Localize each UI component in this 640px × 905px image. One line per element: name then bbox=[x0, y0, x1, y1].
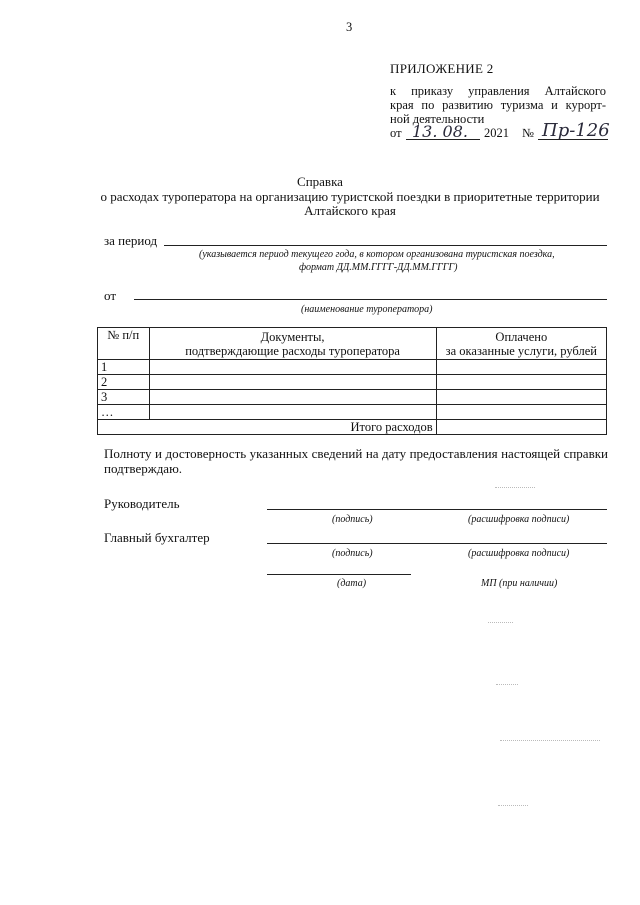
page-number: 3 bbox=[346, 20, 353, 34]
from-label: от bbox=[104, 288, 117, 303]
head-label: Руководитель bbox=[104, 496, 180, 511]
head-signature-line[interactable] bbox=[267, 509, 607, 510]
row-amount-cell[interactable] bbox=[436, 390, 606, 405]
total-amount-cell[interactable] bbox=[436, 420, 606, 435]
appendix-line-2: края по развитию туризма и курорт- bbox=[390, 98, 606, 112]
scan-artifact bbox=[495, 487, 535, 488]
date-hint: (дата) bbox=[337, 578, 367, 589]
row-document-cell[interactable] bbox=[149, 360, 436, 375]
col-header-number: № п/п bbox=[98, 328, 150, 360]
total-label: Итого расходов bbox=[98, 420, 437, 435]
scan-artifact bbox=[488, 622, 513, 623]
row-number: 3 bbox=[98, 390, 150, 405]
period-field-line[interactable] bbox=[164, 245, 607, 246]
table-row bbox=[98, 360, 607, 375]
row-number: 1 bbox=[98, 360, 150, 375]
table-row bbox=[98, 390, 607, 405]
order-year: 2021 bbox=[484, 126, 509, 140]
confirmation-text: Полноту и достоверность указанных сведений на дату предоставления настоящей справки подтверждаю. bbox=[104, 446, 608, 476]
scan-artifact bbox=[500, 740, 600, 741]
scan-artifact bbox=[496, 684, 518, 685]
handwritten-date: 13. 08. bbox=[412, 122, 468, 141]
appendix-date-row bbox=[390, 120, 612, 142]
row-amount-cell[interactable] bbox=[436, 360, 606, 375]
row-amount-cell[interactable] bbox=[436, 405, 606, 420]
table-total-row bbox=[98, 420, 607, 435]
row-amount-cell[interactable] bbox=[436, 375, 606, 390]
row-document-cell[interactable] bbox=[149, 390, 436, 405]
col-header-documents: Документы, подтверждающие расходы туроператора bbox=[149, 328, 436, 360]
appendix-line-3: ной деятельности bbox=[390, 112, 485, 126]
appendix-line-1: к приказу управления Алтайского bbox=[390, 84, 606, 98]
period-hint-1: (указывается период текущего года, в котором организована туристская поездка, bbox=[199, 249, 555, 260]
scan-artifact bbox=[498, 805, 528, 806]
accountant-signature-hint: (подпись) bbox=[332, 548, 373, 559]
document-subtitle-line-2: Алтайского края bbox=[304, 203, 396, 218]
head-signature-hint: (подпись) bbox=[332, 514, 373, 525]
accountant-label: Главный бухгалтер bbox=[104, 530, 210, 545]
row-document-cell[interactable] bbox=[149, 405, 436, 420]
date-prefix: от bbox=[390, 126, 402, 140]
table-row bbox=[98, 375, 607, 390]
col-header-paid: Оплачено за оказанные услуги, рублей bbox=[436, 328, 606, 360]
document-subtitle-line-1: о расходах туроператора на организацию туристской поездки в приоритетные территории bbox=[100, 189, 600, 204]
expenses-table bbox=[97, 327, 607, 435]
tour-operator-field-line[interactable] bbox=[134, 299, 607, 300]
document-title: Справка bbox=[297, 174, 343, 189]
row-number: 2 bbox=[98, 375, 150, 390]
period-hint-2: формат ДД.ММ.ГГГГ-ДД.ММ.ГГГГ) bbox=[299, 262, 458, 273]
row-document-cell[interactable] bbox=[149, 375, 436, 390]
number-sign: № bbox=[522, 126, 534, 140]
accountant-signature-line[interactable] bbox=[267, 543, 607, 544]
date-line[interactable] bbox=[267, 574, 411, 575]
accountant-decode-hint: (расшифровка подписи) bbox=[468, 548, 570, 559]
appendix-title: ПРИЛОЖЕНИЕ 2 bbox=[390, 61, 494, 76]
handwritten-number: Пр-126 bbox=[542, 120, 610, 141]
row-number: … bbox=[98, 405, 150, 420]
stamp-hint: МП (при наличии) bbox=[481, 578, 558, 589]
period-label: за период bbox=[104, 233, 158, 248]
head-decode-hint: (расшифровка подписи) bbox=[468, 514, 570, 525]
table-row bbox=[98, 405, 607, 420]
tour-operator-hint: (наименование туроператора) bbox=[301, 304, 433, 315]
